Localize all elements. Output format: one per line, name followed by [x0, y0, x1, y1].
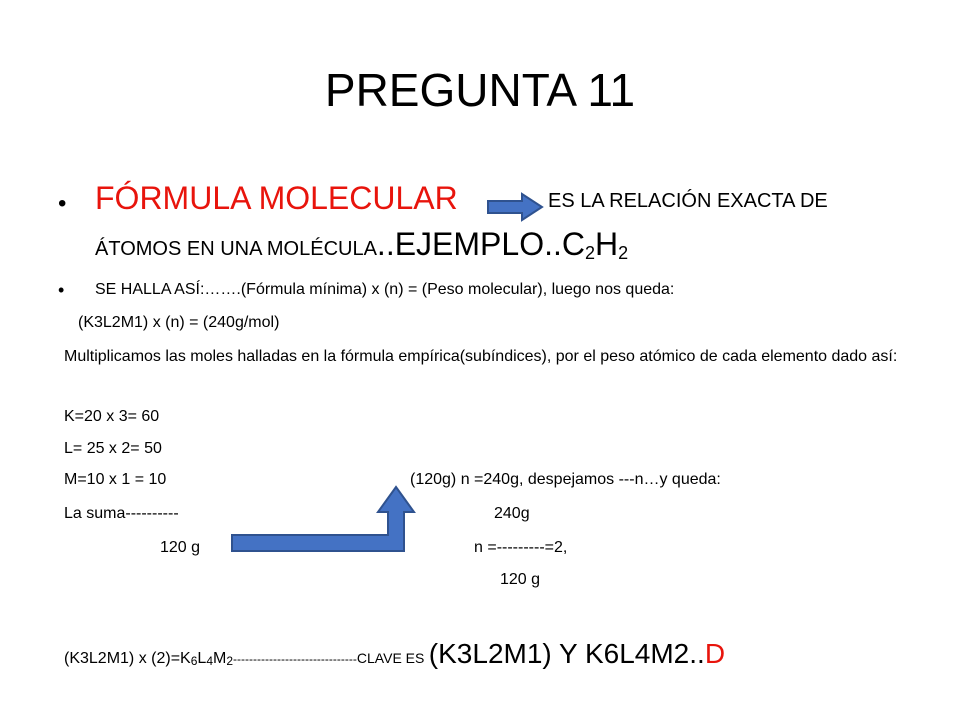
page-title: PREGUNTA 11: [324, 64, 636, 116]
clave-letter: D: [704, 638, 726, 669]
line-120g: 120 g: [160, 539, 201, 556]
subscript: 2: [226, 654, 234, 668]
bullet-dot: •: [58, 280, 65, 300]
subscript: 2: [618, 243, 629, 263]
line-l: L= 25 x 2= 50: [64, 440, 162, 457]
line2-h: H: [594, 226, 619, 262]
clave-answer: (K3L2M1) Y K6L4M2..: [428, 638, 705, 669]
subscript: 2: [584, 243, 595, 263]
paragraph: Multiplicamos las moles halladas en la fórmula empírica(subíndices), por el peso atómico de cada elemento dado así:: [64, 348, 898, 365]
clave-es: CLAVE ES: [356, 650, 425, 666]
bullet-line2: [95, 226, 628, 264]
clave-dashes: -------------------------------: [233, 652, 357, 666]
bullet-rest-text: ES LA RELACIÓN EXACTA DE: [548, 190, 828, 212]
up-arrow-icon: [230, 484, 440, 556]
clave-m: M: [213, 650, 227, 667]
line-k: K=20 x 3= 60: [64, 408, 160, 425]
bullet-dot: •: [58, 190, 67, 217]
bullet-main-text: FÓRMULA MOLECULAR: [95, 180, 458, 216]
clave-l: L: [197, 650, 207, 667]
subscript: 6: [190, 654, 198, 668]
line-numerator: 240g: [494, 505, 530, 522]
line-m: M=10 x 1 = 10: [64, 471, 167, 488]
clave-pre: (K3L2M1) x (2)=K: [64, 650, 191, 667]
clave-line: [64, 638, 725, 670]
subscript: 4: [206, 654, 213, 668]
bullet2-text: SE HALLA ASÍ:…….(Fórmula mínima) x (n) = (Peso molecular), luego nos queda:: [95, 281, 675, 298]
formula-line: (K3L2M1) x (n) = (240g/mol): [78, 314, 280, 331]
line2-pre: ÁTOMOS EN UNA MOLÉCULA: [95, 238, 377, 260]
line-n: n =---------=2,: [474, 539, 568, 556]
line2-example: ..EJEMPLO..C: [376, 226, 585, 262]
right-arrow-icon: [486, 192, 544, 222]
line-suma: La suma----------: [64, 505, 179, 522]
line-eq: (120g) n =240g, despejamos ---n…y queda:: [410, 471, 721, 488]
line-denominator: 120 g: [500, 571, 541, 588]
